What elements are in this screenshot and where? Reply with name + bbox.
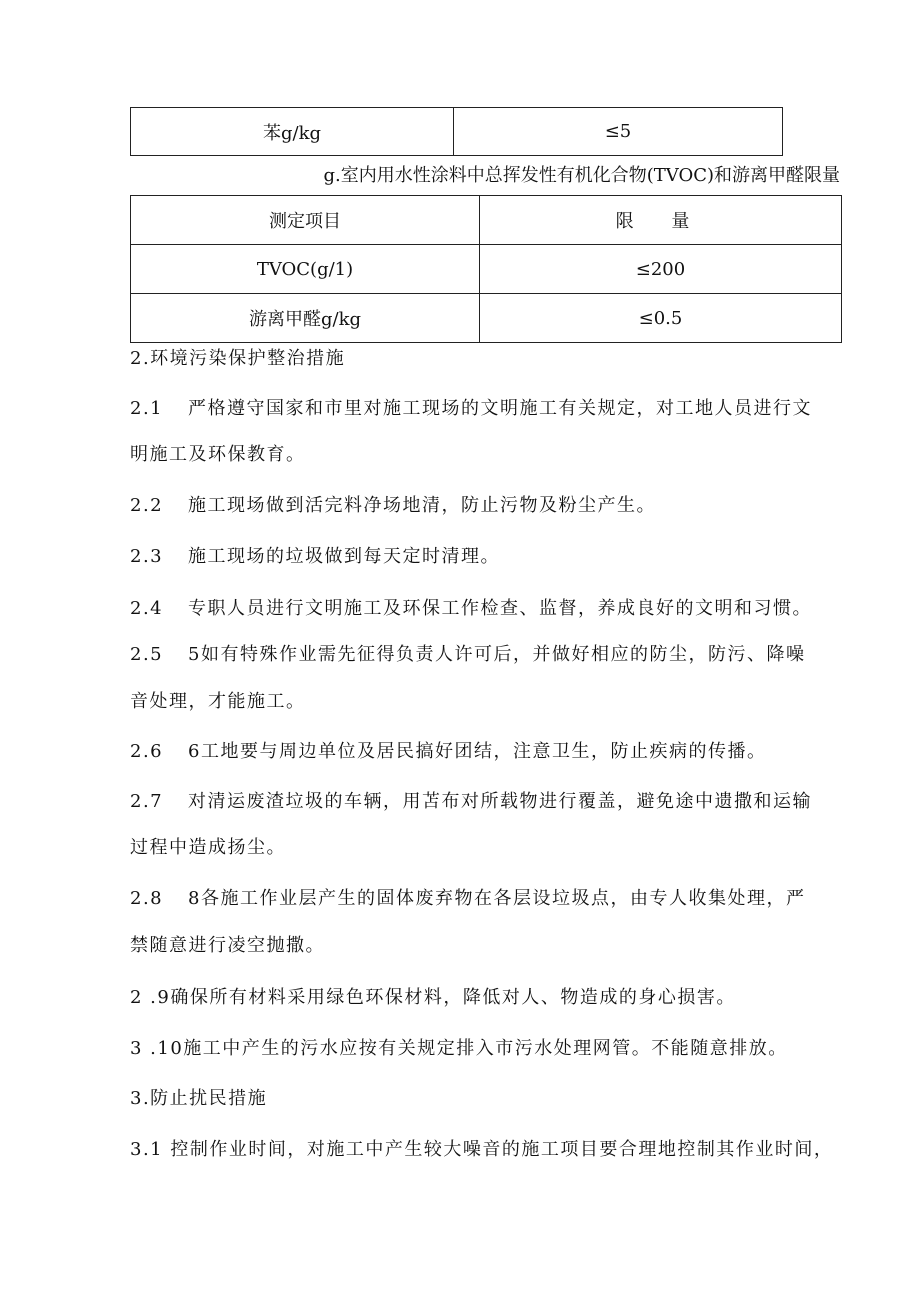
table-cell-item: 游离甲醛g/kg	[131, 294, 480, 343]
paragraph-line	[130, 594, 812, 620]
paragraph-line	[130, 491, 656, 517]
table-header-row	[131, 196, 842, 245]
table-row	[131, 108, 783, 156]
item-text: 施工现场的垃圾做到每天定时清理。	[188, 546, 500, 567]
item-text: 对清运废渣垃圾的车辆，用苫布对所载物进行覆盖，避免途中遗撒和运输	[188, 791, 812, 812]
table-header-item: 测定项目	[131, 196, 480, 245]
paragraph-line	[130, 640, 805, 666]
paragraph-line	[130, 884, 805, 910]
table-cell-limit: ≤0.5	[480, 294, 842, 343]
section-heading: 3.防止扰民措施	[130, 1088, 268, 1109]
paragraph-line	[130, 787, 812, 813]
item-text: 施工现场做到活完料净场地清，防止污物及粉尘产生。	[188, 495, 656, 516]
table-row	[131, 245, 842, 294]
table-cell-item: 苯g/kg	[131, 108, 454, 156]
item-number: 2.7	[130, 791, 164, 812]
tvoc-formaldehyde-limit-table	[130, 195, 842, 343]
item-text: 8各施工作业层产生的固体废弃物在各层设垃圾点，由专人收集处理，严	[188, 888, 806, 909]
paragraph-line-3-1: 3.1 控制作业时间，对施工中产生较大噪音的施工项目要合理地控制其作业时间，	[130, 1139, 834, 1160]
paragraph-continuation: 过程中造成扬尘。	[130, 837, 286, 858]
item-number: 2.1	[130, 398, 164, 419]
paragraph-line	[130, 394, 812, 420]
paragraph-line	[130, 542, 500, 568]
item-text: 专职人员进行文明施工及环保工作检查、监督，养成良好的文明和习惯。	[188, 598, 812, 619]
paragraph-continuation: 明施工及环保教育。	[130, 444, 306, 465]
item-number: 2.3	[130, 546, 164, 567]
table-cell-limit: ≤200	[480, 245, 842, 294]
paragraph-line-3-10: 3 .10施工中产生的污水应按有关规定排入市污水处理网管。不能随意排放。	[130, 1038, 788, 1059]
item-number: 2.6	[130, 741, 164, 762]
item-number: 2.5	[130, 644, 164, 665]
table-cell-limit: ≤5	[454, 108, 783, 156]
item-number: 2.4	[130, 598, 164, 619]
table-header-limit: 限 量	[480, 196, 842, 245]
paragraph-line-2-9: 2 .9确保所有材料采用绿色环保材料，降低对人、物造成的身心损害。	[130, 987, 736, 1008]
paragraph-continuation: 音处理，才能施工。	[130, 691, 306, 712]
item-text: 5如有特殊作业需先征得负责人许可后，并做好相应的防尘，防污、降噪	[188, 644, 806, 665]
benzene-limit-table	[130, 107, 783, 156]
section-heading: 2.环境污染保护整治措施	[130, 348, 346, 369]
item-number: 2.2	[130, 495, 164, 516]
table-row	[131, 294, 842, 343]
item-text: 6工地要与周边单位及居民搞好团结，注意卫生，防止疾病的传播。	[188, 741, 767, 762]
table-cell-item: TVOC(g/1)	[131, 245, 480, 294]
table-caption: g.室内用水性涂料中总挥发性有机化合物(TVOC)和游离甲醛限量	[323, 165, 840, 186]
paragraph-line	[130, 737, 766, 763]
item-text: 严格遵守国家和市里对施工现场的文明施工有关规定，对工地人员进行文	[188, 398, 812, 419]
paragraph-continuation: 禁随意进行凌空抛撒。	[130, 935, 325, 956]
item-number: 2.8	[130, 888, 164, 909]
